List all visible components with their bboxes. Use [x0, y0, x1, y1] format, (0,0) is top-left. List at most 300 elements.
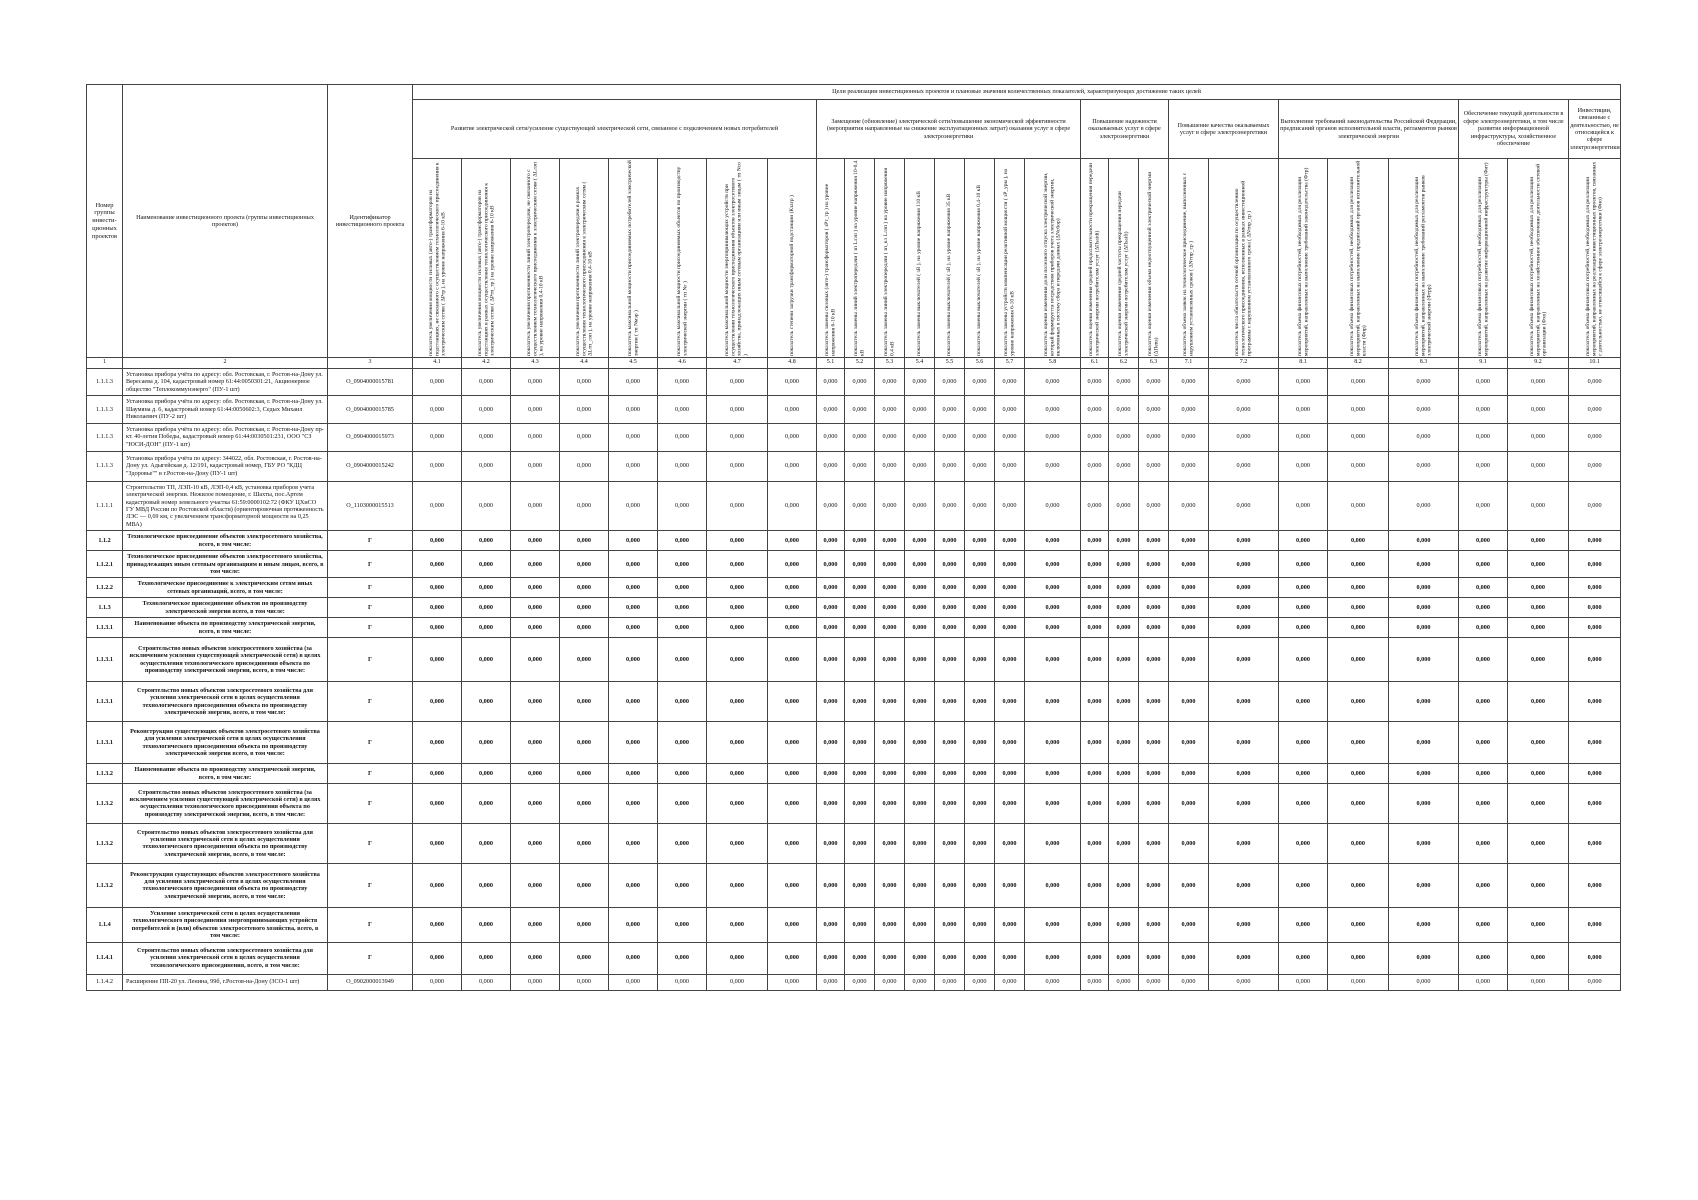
indicator-value: 0,000	[658, 974, 707, 990]
indicator-value: 0,000	[1081, 682, 1109, 722]
indicator-value: 0,000	[1081, 783, 1109, 823]
indicator-header: показатель объема финансовых потребностей, необходимых для реализации мероприятий, направленных на развитие информационной инфраструктуры (Фит)	[1459, 159, 1508, 358]
indicator-value: 0,000	[905, 451, 935, 481]
indicator-value: 0,000	[817, 451, 845, 481]
indicator-value: 0,000	[609, 783, 658, 823]
indicator-value: 0,000	[1169, 481, 1209, 531]
indicator-value: 0,000	[905, 423, 935, 451]
indicator-value: 0,000	[511, 369, 560, 396]
indicator-value: 0,000	[1139, 823, 1169, 863]
indicator-value: 0,000	[845, 451, 875, 481]
indicator-value: 0,000	[707, 423, 768, 451]
indicator-value: 0,000	[1389, 942, 1459, 974]
indicator-value: 0,000	[658, 423, 707, 451]
indicator-value: 0,000	[1209, 764, 1279, 784]
indicator-value: 0,000	[935, 907, 965, 942]
indicator-value: 0,000	[609, 823, 658, 863]
indicator-value: 0,000	[609, 942, 658, 974]
indicator-value: 0,000	[905, 823, 935, 863]
project-id: Г	[328, 823, 413, 863]
indicator-value: 0,000	[817, 823, 845, 863]
indicator-value: 0,000	[905, 396, 935, 423]
indicator-value: 0,000	[1081, 618, 1109, 638]
indicator-value: 0,000	[1081, 974, 1109, 990]
indicator-value: 0,000	[1025, 783, 1081, 823]
indicator-value: 0,000	[845, 531, 875, 551]
indicator-header: показатель увеличения протяженности линий электропередачи в рамках осуществления технологического присоединения к электрическим сетям ( ΔLтп_лэп ), на уровне напряжения 0,4-10 кВ	[560, 159, 609, 358]
indicator-value: 0,000	[965, 423, 995, 451]
indicator-value: 0,000	[413, 423, 462, 451]
indicator-value: 0,000	[1169, 531, 1209, 551]
indicator-value: 0,000	[905, 942, 935, 974]
column-number: 1	[87, 358, 123, 369]
indicator-value: 0,000	[935, 823, 965, 863]
indicator-value: 0,000	[1279, 578, 1328, 598]
indicator-value: 0,000	[658, 823, 707, 863]
indicator-value: 0,000	[1459, 369, 1508, 396]
indicator-value: 0,000	[1139, 974, 1169, 990]
indicator-value: 0,000	[1508, 451, 1569, 481]
indicator-value: 0,000	[965, 974, 995, 990]
indicator-value: 0,000	[1569, 531, 1621, 551]
indicator-value: 0,000	[1025, 551, 1081, 578]
indicator-value: 0,000	[707, 863, 768, 907]
project-id: O_0902000013949	[328, 974, 413, 990]
indicator-value: 0,000	[1109, 682, 1139, 722]
indicator-value: 0,000	[1389, 974, 1459, 990]
indicator-value: 0,000	[707, 618, 768, 638]
table-row	[87, 722, 1621, 764]
indicator-value: 0,000	[935, 863, 965, 907]
indicator-value: 0,000	[995, 974, 1025, 990]
project-name: Строительство новых объектов электросетевого хозяйства (за исключением усиления существующей электрической сети) в целях осуществления технологического присоединения объекта по производству электрической энергии, всего, в том числе:	[123, 638, 328, 682]
indicator-value: 0,000	[1169, 638, 1209, 682]
indicator-header: показатель максимальной мощности энергопринимающих устройств при осуществлении технологического присоединения объектов электросетевого хозяйства, принадлежащих иным сетевым организациям или иным лицам ( тп Nсо )	[707, 159, 768, 358]
indicator-value: 0,000	[1025, 942, 1081, 974]
indicator-value: 0,000	[1169, 423, 1209, 451]
indicator-value: 0,000	[1508, 907, 1569, 942]
indicator-value: 0,000	[658, 451, 707, 481]
project-id: O_0904000015781	[328, 369, 413, 396]
indicator-value: 0,000	[965, 551, 995, 578]
indicator-value: 0,000	[1389, 618, 1459, 638]
indicator-value: 0,000	[1025, 578, 1081, 598]
indicator-value: 0,000	[935, 451, 965, 481]
indicator-value: 0,000	[462, 907, 511, 942]
row-number: 1.1.1.3	[87, 423, 123, 451]
indicator-value: 0,000	[560, 578, 609, 598]
indicator-header: показатель объема финансовых потребностей, необходимых для реализации мероприятий, направленных на выполнение предписаний органов исполнительной власти (Фпр)	[1328, 159, 1389, 358]
indicator-value: 0,000	[875, 423, 905, 451]
row-number: 1.1.1.3	[87, 369, 123, 396]
indicator-value: 0,000	[1279, 942, 1328, 974]
indicator-value: 0,000	[1389, 396, 1459, 423]
project-id: Г	[328, 942, 413, 974]
indicator-value: 0,000	[935, 423, 965, 451]
indicator-value: 0,000	[560, 682, 609, 722]
indicator-value: 0,000	[1328, 638, 1389, 682]
indicator-value: 0,000	[1389, 863, 1459, 907]
row-number: 1.1.3.2	[87, 863, 123, 907]
indicator-value: 0,000	[875, 974, 905, 990]
indicator-value: 0,000	[609, 551, 658, 578]
indicator-value: 0,000	[560, 764, 609, 784]
indicator-value: 0,000	[413, 823, 462, 863]
indicator-value: 0,000	[905, 907, 935, 942]
indicator-value: 0,000	[875, 531, 905, 551]
indicator-value: 0,000	[560, 863, 609, 907]
indicator-value: 0,000	[995, 907, 1025, 942]
indicator-value: 0,000	[1209, 783, 1279, 823]
indicator-value: 0,000	[817, 722, 845, 764]
indicator-value: 0,000	[1109, 783, 1139, 823]
indicator-value: 0,000	[965, 764, 995, 784]
indicator-value: 0,000	[817, 531, 845, 551]
indicator-value: 0,000	[875, 823, 905, 863]
table-row	[87, 396, 1621, 423]
project-name: Установка прибора учёта по адресу: обл. Ростовская, г. Ростов-на-Дону пр-кт. 40-летия Победы, кадастровый номер 61:44:0030501:231, ООО "СЗ "ЮСИ-ДОН" (ПУ-1 шт)	[123, 423, 328, 451]
table-row	[87, 578, 1621, 598]
indicator-value: 0,000	[1389, 598, 1459, 618]
indicator-value: 0,000	[511, 823, 560, 863]
indicator-value: 0,000	[1109, 942, 1139, 974]
indicator-value: 0,000	[875, 598, 905, 618]
indicator-value: 0,000	[768, 823, 817, 863]
column-number: 4.2	[462, 358, 511, 369]
project-id: Г	[328, 722, 413, 764]
indicator-value: 0,000	[1508, 783, 1569, 823]
indicator-value: 0,000	[1508, 598, 1569, 618]
project-name: Строительство новых объектов электросетевого хозяйства для усиления электрической сети в целях осуществления технологического присоединения, всего, в том числе:	[123, 942, 328, 974]
column-number: 6.2	[1109, 358, 1139, 369]
indicator-value: 0,000	[1328, 451, 1389, 481]
indicator-value: 0,000	[609, 481, 658, 531]
row-number: 1.1.4.1	[87, 942, 123, 974]
indicator-value: 0,000	[1328, 551, 1389, 578]
table-row	[87, 598, 1621, 618]
indicator-value: 0,000	[1279, 481, 1328, 531]
indicator-value: 0,000	[511, 682, 560, 722]
row-number: 1.1.3	[87, 598, 123, 618]
indicator-value: 0,000	[995, 682, 1025, 722]
indicator-value: 0,000	[1328, 618, 1389, 638]
col-group-header: Номер группы инвести-ционных проектов	[87, 85, 123, 358]
indicator-value: 0,000	[1109, 531, 1139, 551]
indicator-value: 0,000	[707, 907, 768, 942]
group-header-2: Замещение (обновление) электрической сети/повышение экономической эффективности (мероприятия направленные на снижение эксплуатационных затрат) оказания услуг в сфере электроэнергетики	[817, 100, 1081, 159]
indicator-value: 0,000	[1209, 578, 1279, 598]
indicator-value: 0,000	[511, 764, 560, 784]
indicator-value: 0,000	[1279, 722, 1328, 764]
indicator-value: 0,000	[965, 369, 995, 396]
indicator-value: 0,000	[995, 578, 1025, 598]
table-row	[87, 783, 1621, 823]
indicator-value: 0,000	[511, 531, 560, 551]
project-name: Установка прибора учёта по адресу: обл. Ростовская, г. Ростов-на-Дону ул. Вересаева д. 104, кадастровый номер 61:44:0050301:21, Акционерное общество "Теплокоммунэнерго" (ПУ-1 шт)	[123, 369, 328, 396]
indicator-value: 0,000	[1569, 942, 1621, 974]
indicator-value: 0,000	[905, 369, 935, 396]
indicator-value: 0,000	[658, 598, 707, 618]
indicator-value: 0,000	[1025, 423, 1081, 451]
indicator-header: показатель замены выключателей ( зВ ), на уровне напряжения 35 кВ	[935, 159, 965, 358]
indicator-value: 0,000	[1389, 423, 1459, 451]
column-number: 5.5	[935, 358, 965, 369]
indicator-header: показатель степени загрузки трансформаторной подстанции (Кзагр )	[768, 159, 817, 358]
indicator-value: 0,000	[905, 764, 935, 784]
indicator-value: 0,000	[1508, 423, 1569, 451]
indicator-value: 0,000	[875, 722, 905, 764]
indicator-value: 0,000	[1209, 682, 1279, 722]
indicator-value: 0,000	[1139, 783, 1169, 823]
indicator-value: 0,000	[1569, 783, 1621, 823]
indicator-value: 0,000	[413, 396, 462, 423]
indicator-value: 0,000	[995, 598, 1025, 618]
indicator-value: 0,000	[995, 863, 1025, 907]
indicator-value: 0,000	[1169, 823, 1209, 863]
indicator-value: 0,000	[1169, 974, 1209, 990]
indicator-value: 0,000	[511, 396, 560, 423]
indicator-value: 0,000	[1279, 682, 1328, 722]
indicator-header: показатель замены выключателей ( зВ ), на уровне напряжения 0,4-10 кВ	[965, 159, 995, 358]
indicator-value: 0,000	[905, 578, 935, 598]
indicator-value: 0,000	[462, 682, 511, 722]
indicator-value: 0,000	[875, 578, 905, 598]
indicator-value: 0,000	[1569, 638, 1621, 682]
indicator-value: 0,000	[905, 682, 935, 722]
indicator-value: 0,000	[1025, 682, 1081, 722]
column-number: 2	[123, 358, 328, 369]
indicator-value: 0,000	[1081, 907, 1109, 942]
indicator-value: 0,000	[995, 396, 1025, 423]
column-number: 5.2	[845, 358, 875, 369]
indicator-value: 0,000	[462, 423, 511, 451]
indicator-value: 0,000	[905, 974, 935, 990]
indicator-value: 0,000	[965, 682, 995, 722]
indicator-value: 0,000	[965, 531, 995, 551]
indicator-header: показатель числа обязательств сетевой организации по осуществлению технологического присоединения, исполненных в рамках инвестиционной программы с нарушением установленного срока ( ΔNтпр_ср )	[1209, 159, 1279, 358]
indicator-value: 0,000	[609, 396, 658, 423]
indicator-value: 0,000	[1459, 481, 1508, 531]
indicator-value: 0,000	[1508, 974, 1569, 990]
indicator-value: 0,000	[817, 481, 845, 531]
indicator-header: показатель оценки изменения объема недоотпущенной электрической энергии (ΔПens)	[1139, 159, 1169, 358]
indicator-value: 0,000	[1169, 618, 1209, 638]
indicator-value: 0,000	[1209, 974, 1279, 990]
indicator-value: 0,000	[1109, 638, 1139, 682]
row-number: 1.1.3.1	[87, 722, 123, 764]
table-row	[87, 481, 1621, 531]
indicator-value: 0,000	[1169, 863, 1209, 907]
indicator-value: 0,000	[1508, 863, 1569, 907]
row-number: 1.1.4.2	[87, 974, 123, 990]
table-row	[87, 974, 1621, 990]
indicator-value: 0,000	[1169, 942, 1209, 974]
indicator-value: 0,000	[1389, 578, 1459, 598]
indicator-value: 0,000	[817, 638, 845, 682]
column-number: 9.2	[1508, 358, 1569, 369]
indicator-value: 0,000	[1508, 578, 1569, 598]
indicator-value: 0,000	[1109, 974, 1139, 990]
indicator-value: 0,000	[609, 682, 658, 722]
indicator-value: 0,000	[768, 551, 817, 578]
indicator-value: 0,000	[1139, 907, 1169, 942]
indicator-value: 0,000	[413, 783, 462, 823]
table-row	[87, 618, 1621, 638]
indicator-value: 0,000	[935, 396, 965, 423]
project-name: Технологическое присоединение объектов электросетевого хозяйства, принадлежащих иным сетевым организациям и иным лицам, всего, в том числе:	[123, 551, 328, 578]
indicator-value: 0,000	[1508, 481, 1569, 531]
indicator-value: 0,000	[817, 863, 845, 907]
indicator-value: 0,000	[1081, 638, 1109, 682]
project-name: Реконструкция существующих объектов электросетевого хозяйства для усиления электрической сети в целях осуществления технологического присоединения объекта по производству электрической энергии, всего, в том числе:	[123, 863, 328, 907]
indicator-value: 0,000	[560, 481, 609, 531]
indicator-value: 0,000	[1169, 551, 1209, 578]
project-name: Строительство новых объектов электросетевого хозяйства для усиления электрической сети в целях осуществления технологического присоединения объекта по производству электрической энергии, всего, в том числе:	[123, 823, 328, 863]
indicator-value: 0,000	[1209, 823, 1279, 863]
indicator-header: показатель объема финансовых потребностей, необходимых для реализации мероприятий, направленных на хозяйственное обеспечение деятельности сетевой организации (Фхо)	[1508, 159, 1569, 358]
indicator-header: показатель объема финансовых потребностей, необходимых для реализации мероприятий, направленных на реализацию инвестиционных проектов, связанных с деятельностью, не относящейся к сфере электроэнергетики (Фно)	[1569, 159, 1621, 358]
indicator-header: показатель замены линий электропередачи ( зп Lлэп ) на уровне напряжения 10-0,4 кВ	[845, 159, 875, 358]
indicator-value: 0,000	[1459, 823, 1508, 863]
indicator-value: 0,000	[1279, 823, 1328, 863]
indicator-value: 0,000	[462, 578, 511, 598]
indicator-value: 0,000	[965, 638, 995, 682]
indicator-value: 0,000	[1209, 618, 1279, 638]
indicator-value: 0,000	[1139, 863, 1169, 907]
row-number: 1.1.1.3	[87, 451, 123, 481]
header-row-title	[87, 85, 1621, 100]
indicator-value: 0,000	[462, 783, 511, 823]
indicator-value: 0,000	[511, 423, 560, 451]
project-id: Г	[328, 783, 413, 823]
indicator-value: 0,000	[609, 863, 658, 907]
indicator-value: 0,000	[1508, 722, 1569, 764]
project-name: Усиление электрической сети в целях осуществления технологического присоединения энергопринимающих устройств потребителей и (или) объектов электросетевого хозяйства, всего, в том числе:	[123, 907, 328, 942]
project-id: Г	[328, 598, 413, 618]
indicator-value: 0,000	[965, 396, 995, 423]
indicator-value: 0,000	[1328, 764, 1389, 784]
indicator-value: 0,000	[1459, 396, 1508, 423]
table-row	[87, 682, 1621, 722]
group-header-4: Повышение качества оказываемых услуг в сфере электроэнергетики	[1169, 100, 1279, 159]
group-header-6: Обеспечение текущей деятельности в сфере электроэнергетики, в том числе развитие информационной инфраструктуры, хозяйственное обеспечение	[1459, 100, 1569, 159]
indicator-value: 0,000	[1569, 682, 1621, 722]
indicator-value: 0,000	[1459, 942, 1508, 974]
indicator-value: 0,000	[1328, 531, 1389, 551]
indicator-value: 0,000	[995, 369, 1025, 396]
row-number: 1.1.4	[87, 907, 123, 942]
indicator-value: 0,000	[511, 578, 560, 598]
row-number: 1.1.3.2	[87, 783, 123, 823]
indicator-value: 0,000	[817, 783, 845, 823]
indicator-value: 0,000	[1459, 764, 1508, 784]
indicator-value: 0,000	[658, 369, 707, 396]
row-number: 1.1.3.2	[87, 764, 123, 784]
indicator-value: 0,000	[1569, 369, 1621, 396]
indicator-value: 0,000	[1459, 423, 1508, 451]
indicator-value: 0,000	[1328, 942, 1389, 974]
indicator-value: 0,000	[1508, 369, 1569, 396]
project-id: O_0904000015785	[328, 396, 413, 423]
indicator-value: 0,000	[845, 682, 875, 722]
indicator-value: 0,000	[965, 451, 995, 481]
indicator-value: 0,000	[768, 638, 817, 682]
indicator-value: 0,000	[1025, 369, 1081, 396]
indicator-value: 0,000	[413, 907, 462, 942]
indicator-value: 0,000	[707, 578, 768, 598]
indicator-value: 0,000	[707, 638, 768, 682]
project-name: Реконструкция существующих объектов электросетевого хозяйства для усиления электрической сети в целях осуществления технологического присоединения объекта по производству электрической энергии всего, в том числе:	[123, 722, 328, 764]
row-number: 1.1.3.1	[87, 638, 123, 682]
indicator-value: 0,000	[511, 551, 560, 578]
indicator-value: 0,000	[1169, 598, 1209, 618]
indicator-value: 0,000	[845, 618, 875, 638]
indicator-value: 0,000	[462, 823, 511, 863]
indicator-value: 0,000	[707, 396, 768, 423]
indicator-value: 0,000	[1279, 638, 1328, 682]
indicator-value: 0,000	[1081, 551, 1109, 578]
indicator-value: 0,000	[1109, 396, 1139, 423]
column-number: 3	[328, 358, 413, 369]
indicator-value: 0,000	[768, 451, 817, 481]
column-number: 10.1	[1569, 358, 1621, 369]
indicator-value: 0,000	[658, 481, 707, 531]
indicator-value: 0,000	[817, 396, 845, 423]
indicator-value: 0,000	[707, 823, 768, 863]
column-number: 8.2	[1328, 358, 1389, 369]
indicator-value: 0,000	[1081, 578, 1109, 598]
investment-indicators-table	[86, 84, 1621, 991]
project-name: Установка прибора учёта по адресу: 344022, обл. Ростовская, г. Ростов-на-Дону ул. Адыгейская д. 12/191, кадастровый номер, ГБУ РО "КДЦ "Здоровье"" в г.Ростов-на-Дону (ПУ-1 шт)	[123, 451, 328, 481]
indicator-value: 0,000	[875, 618, 905, 638]
project-name: Технологическое присоединение объектов электросетевого хозяйства, всего, в том числе:	[123, 531, 328, 551]
indicator-value: 0,000	[875, 863, 905, 907]
indicator-value: 0,000	[609, 722, 658, 764]
column-number: 4.5	[609, 358, 658, 369]
project-name: Установка прибора учёта по адресу: обл. Ростовская, г. Ростов-на-Дону ул. Шаумяна д. 6, кадастровый номер 61:44:0050602:3, Седых Михаил Николаевич (ПУ-2 шт)	[123, 396, 328, 423]
indicator-value: 0,000	[875, 451, 905, 481]
indicator-header: показатель увеличения протяженности линий электропередачи, не связанного с осуществлением технологического присоединения к электрическим сетям ( ΔLлэп ), на уровне напряжения 0,4-10 кВ	[511, 159, 560, 358]
indicator-header: показатель объема финансовых потребностей, необходимых для реализации мероприятий, направленных на выполнение требований законодательства (Фтр)	[1279, 159, 1328, 358]
column-number: 5.1	[817, 358, 845, 369]
indicator-value: 0,000	[413, 722, 462, 764]
column-number: 6.3	[1139, 358, 1169, 369]
indicator-value: 0,000	[462, 396, 511, 423]
column-number: 6.1	[1081, 358, 1109, 369]
column-number: 4.8	[768, 358, 817, 369]
indicator-value: 0,000	[1109, 618, 1139, 638]
indicator-value: 0,000	[1459, 974, 1508, 990]
indicator-value: 0,000	[965, 598, 995, 618]
indicator-value: 0,000	[1569, 481, 1621, 531]
indicator-value: 0,000	[1279, 764, 1328, 784]
table-row	[87, 369, 1621, 396]
indicator-value: 0,000	[560, 423, 609, 451]
indicator-header: показатель оценки изменения доли полезного отпуска электрической энергии, который формируется посредством приборов учета электрической энергии, включенных в систему сбора и передачи данных (ΔNсбор)	[1025, 159, 1081, 358]
indicator-value: 0,000	[845, 863, 875, 907]
column-number: 7.1	[1169, 358, 1209, 369]
indicator-value: 0,000	[511, 638, 560, 682]
row-number: 1.1.3.1	[87, 682, 123, 722]
indicator-value: 0,000	[1389, 823, 1459, 863]
table-row	[87, 451, 1621, 481]
indicator-value: 0,000	[845, 974, 875, 990]
indicator-value: 0,000	[768, 783, 817, 823]
indicator-value: 0,000	[995, 531, 1025, 551]
indicator-value: 0,000	[511, 783, 560, 823]
indicator-value: 0,000	[905, 618, 935, 638]
indicator-header: показатель замены силовых (авто-) трансформаторов ( зPт_тр ) на уровне напряжения 6-10 кВ	[817, 159, 845, 358]
